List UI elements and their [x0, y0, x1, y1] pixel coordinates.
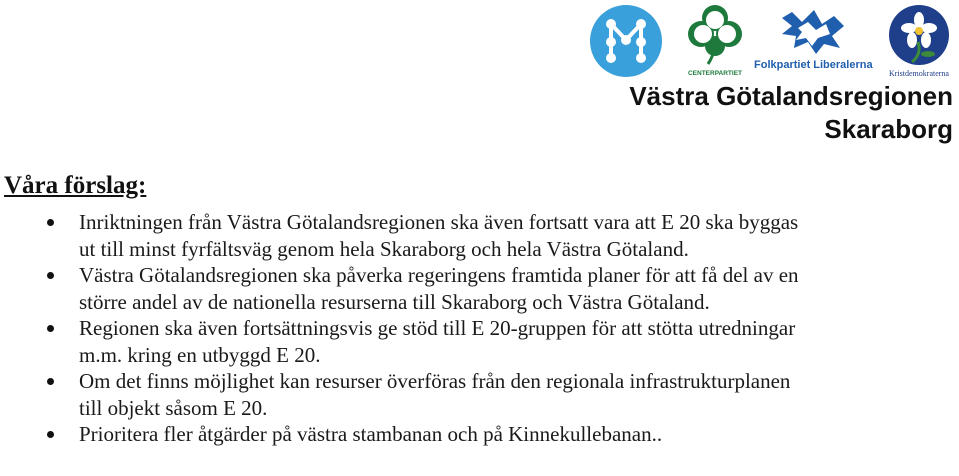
bullet-icon — [47, 378, 54, 385]
list-item-text: Prioritera fler åtgärder på västra stambanan och på Kinnekullebanan.. — [79, 422, 663, 446]
moderaterna-logo — [589, 4, 663, 78]
bullet-icon — [47, 219, 54, 226]
kristdemokraterna-logo — [882, 2, 957, 80]
list-item-text: Västra Götalandsregionen ska påverka regeringens framtida planer för att få del av en — [79, 263, 799, 287]
list-item-text: till objekt såsom E 20. — [79, 395, 268, 420]
list-item-text: Regionen ska även fortsättningsvis ge stöd till E 20-gruppen för att stötta utredningar — [79, 316, 796, 340]
list-item — [0, 368, 959, 421]
folkpartiet-liberalerna-logo — [752, 8, 874, 76]
list-item — [0, 262, 959, 315]
folkpartiet-caption: Folkpartiet Liberalerna — [754, 59, 873, 71]
list-item-text: ut till minst fyrfältsväg genom hela Skaraborg och hela Västra Götaland. — [79, 236, 689, 261]
list-item-text: Om det finns möjlighet kan resurser överföras från den regionala infrastrukturplanen — [79, 369, 791, 393]
list-item — [0, 209, 959, 262]
list-item-text: större andel av de nationella resurserna till Skaraborg och Västra Götaland. — [79, 289, 710, 314]
proposals-heading: Våra förslag: — [4, 172, 147, 199]
region-title — [629, 80, 953, 146]
list-item-text: m.m. kring en utbyggd E 20. — [79, 342, 321, 367]
list-item-text: Inriktningen från Västra Götalandsregionen ska även fortsatt vara att E 20 ska byggas — [79, 210, 799, 234]
centerpartiet-caption: CENTERPARTIET — [687, 70, 743, 77]
kristdemokraterna-caption: Kristdemokraterna — [889, 69, 949, 78]
proposals-list — [0, 209, 959, 448]
region-title-line1: Västra Götalandsregionen — [629, 81, 953, 111]
region-title-line2: Skaraborg — [824, 114, 953, 144]
list-item — [0, 421, 959, 448]
centerpartiet-logo — [684, 2, 746, 78]
bullet-icon — [47, 325, 54, 332]
list-item — [0, 315, 959, 368]
bullet-icon — [47, 272, 54, 279]
bullet-icon — [47, 431, 54, 438]
